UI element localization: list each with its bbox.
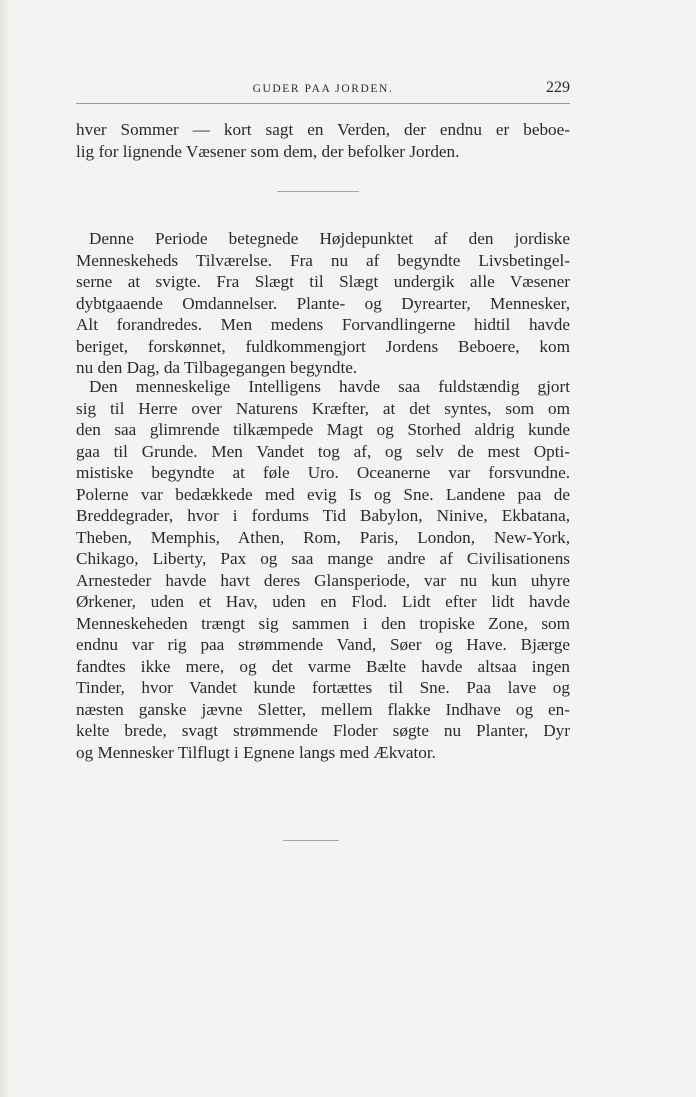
- text-line: Theben, Memphis, Athen, Rom, Paris, London, New-York,: [76, 527, 570, 547]
- paragraph-periode: [76, 228, 570, 379]
- text-line: hver Sommer — kort sagt en Verden, der endnu er beboe-: [76, 120, 570, 139]
- text-line: den saa glimrende tilkæmpede Magt og Storhed aldrig kunde: [76, 420, 570, 439]
- text-line: Chikago, Liberty, Pax og saa mange andre af Civilisationens: [76, 549, 570, 568]
- text-line: nu den Dag, da Tilbagegangen begyndte.: [76, 358, 358, 377]
- text-line: dybtgaaende Omdannelser. Plante- og Dyrearter, Mennesker,: [76, 293, 570, 313]
- text-line: fandtes ikke mere, og det varme Bælte havde altsaa ingen: [76, 656, 570, 676]
- text-line: Menneskeheden trængt sig sammen i den tropiske Zone, som: [76, 613, 570, 633]
- end-divider: [283, 840, 339, 841]
- paragraph-intelligens: [76, 376, 570, 763]
- text-line: og Mennesker Tilflugt i Egnene langs med Ækvator.: [76, 742, 436, 762]
- text-line: Denne Periode betegnede Højdepunktet af den jordiske: [89, 229, 570, 248]
- page-edge-shadow: [0, 0, 10, 1097]
- running-head: [76, 80, 570, 102]
- text-line: kelte brede, svagt strømmende Floder søgte nu Planter, Dyr: [76, 721, 570, 740]
- text-line: beriget, forskønnet, fuldkommengjort Jordens Beboere, kom: [76, 336, 570, 356]
- section-divider: [277, 191, 359, 192]
- text-line: gaa til Grunde. Men Vandet tog af, og selv de mest Opti-: [76, 441, 570, 461]
- text-line: Tinder, hvor Vandet kunde fortættes til Sne. Paa lave og: [76, 678, 570, 697]
- text-line: Polerne var bedækkede med evig Is og Sne. Landene paa de: [76, 484, 570, 504]
- text-line: endnu var rig paa strømmende Vand, Søer og Have. Bjærge: [76, 635, 570, 654]
- page-number: 229: [546, 79, 570, 96]
- text-line: Ørkener, uden et Hav, uden en Flod. Lidt efter lidt havde: [76, 592, 570, 611]
- text-line: Menneskeheds Tilværelse. Fra nu af begyndte Livsbetingel-: [76, 250, 570, 270]
- text-line: Alt forandredes. Men medens Forvandlingerne hidtil havde: [76, 315, 570, 334]
- text-line: lig for lignende Væsener som dem, der befolker Jorden.: [76, 141, 460, 161]
- paragraph-continuation: [76, 119, 570, 162]
- header-rule: [76, 103, 570, 104]
- text-line: serne at svigte. Fra Slægt til Slægt undergik alle Væsener: [76, 272, 570, 291]
- text-line: mistiske begyndte at føle Uro. Oceanerne var forsvundne.: [76, 463, 570, 482]
- text-line: næsten ganske jævne Sletter, mellem flakke Indhave og en-: [76, 699, 570, 719]
- text-line: Breddegrader, hvor i fordums Tid Babylon, Ninive, Ekbatana,: [76, 506, 570, 525]
- text-line: Den menneskelige Intelligens havde saa fuldstændig gjort: [89, 377, 570, 396]
- text-line: sig til Herre over Naturens Kræfter, at det syntes, som om: [76, 398, 570, 418]
- running-head-title: GUDER PAA JORDEN.: [252, 83, 394, 95]
- text-line: Arnesteder havde havt deres Glansperiode, var nu kun uhyre: [76, 570, 570, 590]
